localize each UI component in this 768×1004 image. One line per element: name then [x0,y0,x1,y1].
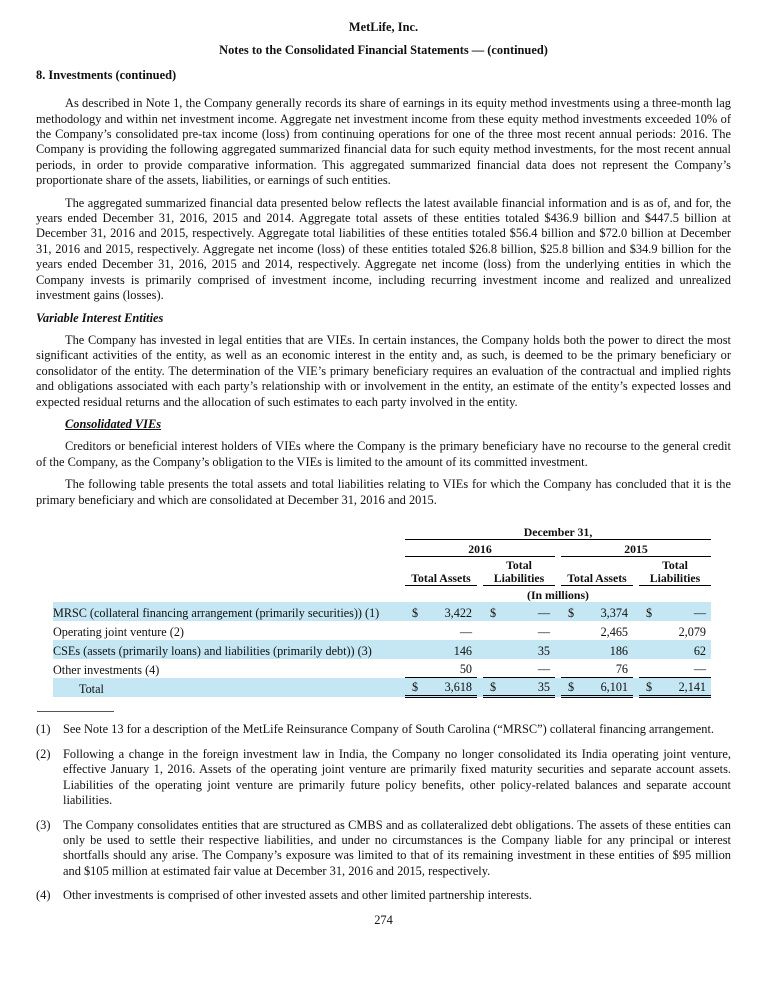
value-cell [639,640,711,659]
value-cell [561,659,633,678]
value-cell [405,621,477,640]
footnote-number: (3) [36,817,51,832]
paragraph-vie: The Company has invested in legal entities that are VIEs. In certain instances, the Company holds both the power to direct the most significant activities of the entity, as well as an economic interest in the entity and, as such, is deemed to be the primary beneficiary or consolidator of the entity. The determination of the VIE’s primary beneficiary requires an evaluation of the contractual and implied rights and obligations associated with each party’s relationship with or involvement in the entity, an estimate of the entity’s expected losses and expected residual returns and the allocation of such estimates to each party involved in the entity. [36,332,731,409]
cell-value: 3,374 [600,605,628,620]
table-row-other-investments [53,659,711,678]
currency-symbol: $ [646,605,653,620]
footnote-2 [36,747,731,809]
value-cell [483,640,555,659]
currency-symbol: $ [568,680,575,695]
footnote-1 [36,722,731,737]
value-cell [639,659,711,678]
paragraph-creditors: Creditors or beneficial interest holders of VIEs where the Company is the primary beneficiary have no recourse to the general credit of the Company, as the Company’s obligation to the VIEs is limited to the amount of its committed investment. [36,439,731,469]
empty-cell [53,540,405,557]
value-cell [561,602,633,621]
cell-value: 3,618 [444,680,472,695]
cell-value: — [537,662,550,677]
cell-value: 2,465 [600,624,628,639]
cell-value: — [537,624,550,639]
value-cell [405,602,477,621]
paragraph-aggregated-data: The aggregated summarized financial data presented below reflects the latest available financial information and is as of, and for, the years ended December 31, 2016, 2015 and 2014. Aggregate total assets of these entities totaled $436.9 billion and $447.5 billion at December 31, 2016 and 2015, respectively. Aggregate total liabilities of these entities totaled $56.4 billion and $72.0 billion at December 31, 2016 and 2015, respectively. Aggregate net income (loss) of these entities totaled $26.8 billion, $25.8 billion and $34.9 billion for the years ended December 31, 2016, 2015 and 2014, respectively. Aggregate net income (loss) from the underlying entities in which the Company invests is primarily comprised of investment income, including recurring investment income and realized and unrealized investment gains (losses). [36,195,731,303]
value-cell [405,659,477,678]
currency-symbol: $ [490,680,497,695]
cell-value: — [693,605,706,620]
footnote-text: Following a change in the foreign investment law in India, the Company no longer consolidated its India operating joint venture, effective January 1, 2016. Assets of the operating joint venture are primarily fixed maturity securities and separate account assets. Liabilities of the operating joint venture are primarily future policy benefits, other policy-related balances and separate account liabilities. [63,746,731,808]
cell-value: — [459,624,472,639]
table-header-year-row [53,540,711,557]
column-header-total-assets-2016: Total Assets [405,557,477,586]
value-cell [639,621,711,640]
footnote-3 [36,818,731,880]
value-cell [561,640,633,659]
cell-value: 62 [693,643,706,658]
value-cell [483,621,555,640]
empty-cell [53,586,405,602]
column-header-total-liabilities-2016: Total Liabilities [483,557,555,586]
table-row-total [53,678,711,697]
vie-table-container [53,523,731,699]
page-number: 274 [374,912,393,927]
value-cell [405,678,477,697]
cell-value: 2,141 [678,680,706,695]
heading-variable-interest-entities: Variable Interest Entities [36,310,164,325]
currency-symbol: $ [412,605,419,620]
heading-consolidated-vies: Consolidated VIEs [65,416,162,431]
cell-value: 35 [537,643,550,658]
cell-value: 35 [537,680,550,695]
value-cell [483,678,555,697]
year-2015-header: 2015 [561,540,711,557]
empty-cell [53,523,405,540]
units-note: (In millions) [527,587,589,602]
value-cell [483,659,555,678]
table-header-date-row [53,523,711,540]
footnote-number: (4) [36,888,51,903]
value-cell [639,602,711,621]
cell-value: — [693,662,706,677]
paragraph-equity-method: As described in Note 1, the Company generally records its share of earnings in its equity method investments using a three-month lag methodology and within net investment income. Aggregate net investment income from these equity method investments exceeded 10% of the Company’s consolidated pre-tax income (loss) from continuing operations for one of the three most recent annual periods: 2016. The Company is providing the following aggregated summarized financial data for such equity method investments, for the most recent annual periods, in order to provide comparative information. This aggregated summarized financial data does not represent the Company’s proportionate share of the assets, liabilities, or earnings of such entities. [36,96,731,188]
row-label: CSEs (assets (primarily loans) and liabilities (primarily debt)) (3) [53,643,372,658]
table-row-mrsc [53,602,711,621]
row-label: Other investments (4) [53,662,160,677]
footnote-divider [37,711,114,712]
footnote-4 [36,888,731,903]
footnote-text: Other investments is comprised of other invested assets and other limited partnership interests. [63,888,533,903]
footnote-text: The Company consolidates entities that are structured as CMBS and as collateralized debt obligations. The assets of these entities can only be used to settle their respective liabilities, and under no circumstances is the Company liable for any principal or interest shortfalls should any arise. The Company’s exposure was limited to that of its remaining investment in these entities of $95 million and $105 million at estimated fair value at December 31, 2016 and 2015, respectively. [63,817,731,878]
currency-symbol: $ [646,680,653,695]
section-heading: 8. Investments (continued) [36,67,177,82]
value-cell [561,621,633,640]
cell-value: 146 [453,643,472,658]
cell-value: — [537,605,550,620]
column-header-total-liabilities-2015: Total Liabilities [639,557,711,586]
value-cell [561,678,633,697]
cell-value: 186 [609,643,628,658]
value-cell [639,678,711,697]
value-cell [405,640,477,659]
table-units-row [53,586,711,602]
year-2016-header: 2016 [405,540,555,557]
cell-value: 3,422 [444,605,472,620]
vie-table [53,523,711,699]
cell-value: 76 [615,662,628,677]
row-label: Operating joint venture (2) [53,624,184,639]
row-label: MRSC (collateral financing arrangement (primarily securities)) (1) [53,605,380,620]
table-row-operating-joint-venture [53,621,711,640]
currency-symbol: $ [412,680,419,695]
cell-value: 2,079 [678,624,706,639]
column-header-total-assets-2015: Total Assets [561,557,633,586]
currency-symbol: $ [490,605,497,620]
table-row-cses [53,640,711,659]
currency-symbol: $ [568,605,575,620]
cell-value: 50 [459,662,472,677]
footnote-number: (2) [36,746,51,761]
cell-value: 6,101 [600,680,628,695]
company-title: MetLife, Inc. [348,20,419,34]
footnote-number: (1) [36,722,51,737]
document-subtitle: Notes to the Consolidated Financial Statements — (continued) [219,43,548,58]
row-label: Total [79,681,104,696]
value-cell [483,602,555,621]
date-header: December 31, [405,523,711,540]
paragraph-table-intro: The following table presents the total assets and total liabilities relating to VIEs for which the Company has concluded that it is the primary beneficiary and which are consolidated at December 31, 2016 and 2015. [36,477,731,507]
empty-cell [53,557,405,586]
footnote-text: See Note 13 for a description of the MetLife Reinsurance Company of South Carolina (“MRSC”) collateral financing arrangement. [63,722,714,737]
table-header-columns-row [53,557,711,586]
